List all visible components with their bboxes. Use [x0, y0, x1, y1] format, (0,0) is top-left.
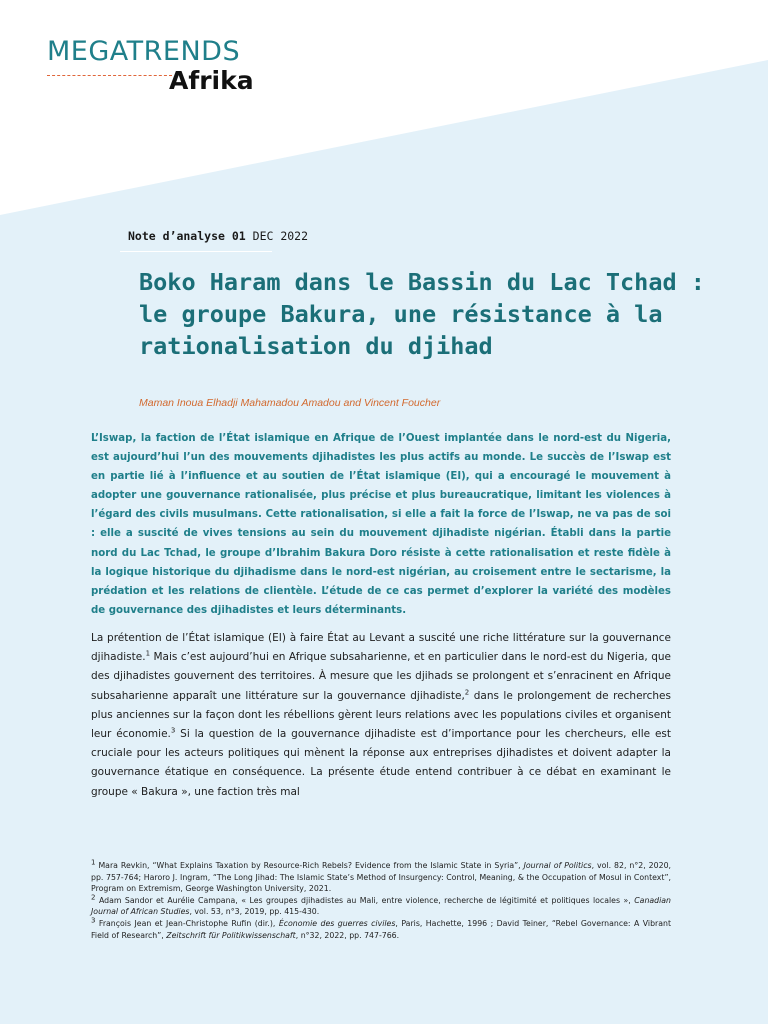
footnote-book: Économie des guerres civiles: [278, 918, 396, 928]
footnote-2: [91, 895, 671, 918]
logo-afrika: Afrika: [169, 66, 254, 95]
white-corner-shape: [575, 0, 768, 60]
footnote-ref-2[interactable]: 2: [464, 688, 470, 697]
body-text: dans le prolongement de recherches plus anciennes sur la façon dont les rébellions gèrent leurs relations avec les populations civiles et organisent leur économie.: [91, 689, 671, 741]
footnotes: [91, 860, 671, 941]
megatrends-afrika-logo: [47, 36, 287, 102]
footnote-text: François Jean et Jean-Christophe Rufin (dir.),: [95, 918, 279, 928]
publication-date: DEC 2022: [252, 229, 309, 243]
document-header: [128, 229, 308, 243]
footnote-text: , Paris, Hachette, 1996 ; David Teiner, “Rebel Governance: A Vibrant Field of Research”,: [91, 918, 671, 940]
logo-dashed-line: [47, 75, 172, 76]
footnote-text: Mara Revkin, “What Explains Taxation by Resource-Rich Rebels? Evidence from the Islamic State in Syria”,: [95, 861, 524, 870]
authors: Maman Inoua Elhadji Mahamadou Amadou and Vincent Foucher: [139, 397, 441, 409]
footnote-text: , n°32, 2022, pp. 747-766.: [295, 930, 400, 940]
footnote-number: 1: [91, 858, 96, 867]
footnote-ref-1[interactable]: 1: [145, 649, 151, 658]
body-text: Mais c’est aujourd’hui en Afrique subsaharienne, et en particulier dans le nord-est du Nigeria, que des djihadistes gouvernent des territoires. À mesure que les djihads se prolongent et s’enracinent en Afrique subsaharienne apparaît une littérature sur la gouvernance djihadiste,: [91, 651, 671, 702]
body-text: La prétention de l’État islamique (EI) à faire État au Levant a suscité une riche littérature sur la gouvernance djihadiste.: [91, 632, 671, 664]
header-divider: [120, 251, 272, 252]
footnote-number: 3: [91, 916, 96, 925]
body-paragraph: [91, 629, 671, 802]
body-text: Si la question de la gouvernance djihadiste est d’importance pour les chercheurs, elle est cruciale pour les acteurs politiques qui mènent la réponse aux entreprises djihadistes et doivent adapter la gouvernance étatique en conséquence. La présente étude entend contribuer à ce débat en examinant le groupe « Bakura », une faction très mal: [91, 728, 671, 798]
footnote-number: 2: [91, 893, 96, 902]
page-title: Boko Haram dans le Bassin du Lac Tchad : le groupe Bakura, une résistance à la rationalisation du djihad: [139, 268, 705, 360]
series-label: Note d’analyse 01: [128, 229, 246, 243]
footnote-text: Adam Sandor et Aurélie Campana, « Les groupes djihadistes au Mali, entre violence, recherche de légitimité et politiques locales »,: [95, 895, 635, 905]
footnote-text: , vol. 82, n°2, 2020, pp. 757-764; Haroro J. Ingram, “The Long Jihad: The Islamic State’s Method of Insurgency: Control, Meaning, & the Occupation of Mosul in Context”, Program on Extremism, George Washington University, 2021.: [91, 861, 672, 894]
footnote-text: , vol. 53, n°3, 2019, pp. 415-430.: [189, 907, 320, 917]
footnote-1: [91, 860, 671, 895]
footnote-3: [91, 918, 671, 941]
logo-megatrends: MEGATRENDS: [47, 36, 241, 67]
footnote-journal: Journal of Politics: [523, 861, 592, 870]
abstract-paragraph: L’Iswap, la faction de l’État islamique en Afrique de l’Ouest implantée dans le nord-est du Nigeria, est aujourd’hui l’un des mouvements djihadistes les plus actifs au monde. Le succès de l’Iswap est en partie lié à l’influence et au soutien de l’État islamique (EI), qui a encouragé le mouvement à adopter une gouvernance rationalisée, plus précise et plus bureaucratique, limitant les violences à l’égard des civils musulmans. Cette rationalisation, si elle a fait la force de l’Iswap, ne va pas de soi : elle a suscité de vives tensions au sein du mouvement djihadiste nigérian. Établi dans la partie nord du Lac Tchad, le groupe d’Ibrahim Bakura Doro résiste à cette rationalisation et reste fidèle à la logique historique du djihadisme dans le nord-est nigérian, au croisement entre le sectarisme, la prédation et les relations de clientèle. L’étude de ce cas permet d’explorer la variété des modèles de gouvernance des djihadistes et leurs déterminants.: [91, 433, 671, 616]
footnote-journal: Canadian Journal of African Studies: [91, 895, 671, 917]
footnote-ref-3[interactable]: 3: [170, 726, 176, 735]
footnote-journal: Zeitschrift für Politikwissenschaft: [166, 930, 296, 940]
